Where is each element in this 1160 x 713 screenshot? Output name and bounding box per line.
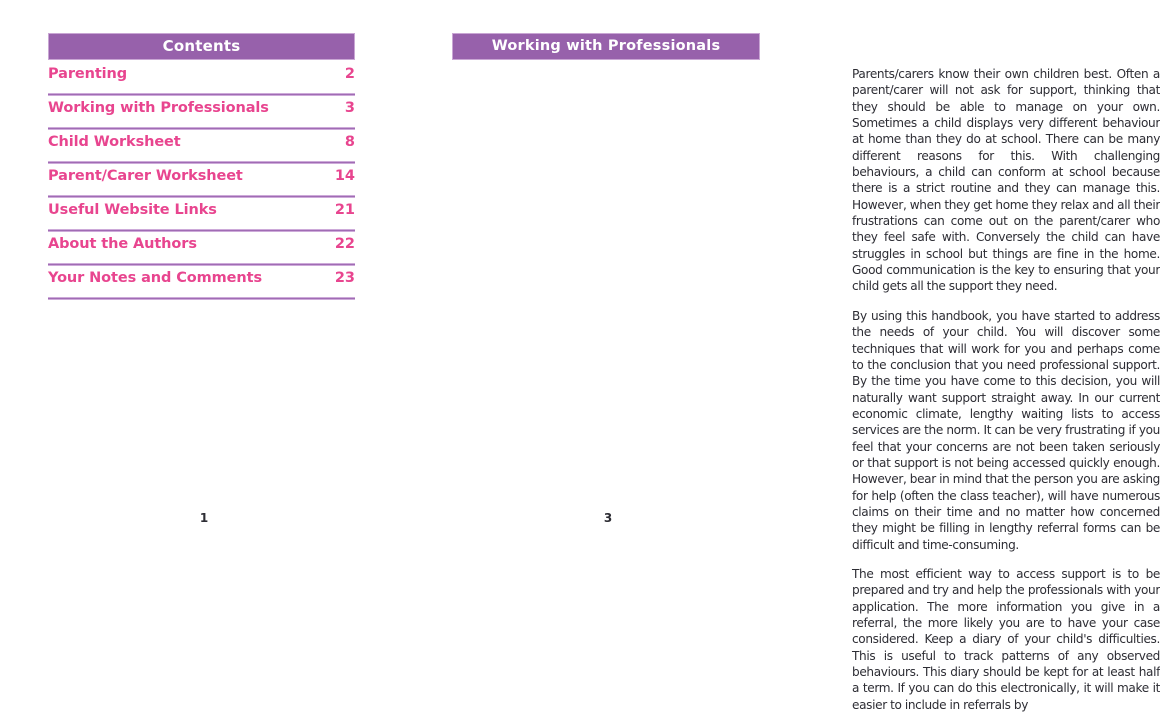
toc-entry-page-number: 14 [334, 168, 355, 184]
toc-entry[interactable] [48, 96, 355, 127]
toc-entry-label: Parent/Carer Worksheet [48, 168, 243, 184]
toc-entry[interactable] [48, 232, 355, 263]
toc-entry-page-number: 8 [344, 134, 355, 150]
contents-banner [48, 33, 355, 60]
chapter-banner-title: Working with Professionals [491, 38, 721, 55]
contents-banner-title: Contents [162, 37, 241, 55]
chapter-body [852, 66, 1160, 713]
toc-entry-label: Working with Professionals [48, 100, 269, 116]
right-page-folio: 3 [603, 511, 613, 525]
toc-entry[interactable] [48, 198, 355, 229]
toc-entry-label: Parenting [48, 66, 128, 82]
toc-entry-page-number: 21 [334, 202, 355, 218]
right-page [400, 0, 1160, 712]
toc-entry-label: Child Worksheet [48, 134, 181, 150]
body-paragraph: By using this handbook, you have started to address the needs of your child. You will discover some techniques that will work for you and perhaps come to the conclusion that you need professional support. By the time you have come to this decision, you will naturally want support straight away. In our current economic climate, lengthy waiting lists to access services are the norm. It can be very frustrating if you feel that your concerns are not been taken seriously or that support is not being accessed quickly enough. However, bear in mind that the person you are asking for help (often the class teacher), will have numerous claims on their time and no matter how concerned they might be filling in lengthy referral forms can be difficult and time-consuming. [852, 308, 1160, 552]
toc-entry-label: About the Authors [48, 236, 197, 252]
left-page [0, 0, 400, 564]
toc-entry-page-number: 22 [334, 236, 355, 252]
toc-entry-page-number: 2 [344, 66, 355, 82]
body-paragraph: The most efficient way to access support is to be prepared and try and help the professionals with your application. The more information you give in a referral, the more likely you are to have your case considered. Keep a diary of your child's difficulties. This is useful to track patterns of any observed behaviours. This diary should be kept for at least half a term. If you can do this electronically, it will make it easier to include in referrals by [852, 566, 1160, 712]
table-of-contents [48, 62, 355, 300]
left-page-folio: 1 [199, 511, 209, 525]
toc-entry-page-number: 3 [344, 100, 355, 116]
toc-entry[interactable] [48, 130, 355, 161]
toc-divider [48, 297, 355, 300]
toc-entry[interactable] [48, 62, 355, 93]
toc-entry-label: Your Notes and Comments [48, 270, 262, 286]
body-paragraph: Parents/carers know their own children best. Often a parent/carer will not ask for support, thinking that they should be able to manage on your own. Sometimes a child displays very different behaviour at home than they do at school. There can be many different reasons for this. With challenging behaviours, a child can conform at school because there is a strict routine and they can manage this. However, when they get home they relax and all their frustrations can come out on the parent/carer who they feel safe with. Conversely the child can have struggles in school but things are fine in the home. Good communication is the key to ensuring that your child gets all the support they need. [852, 67, 1160, 294]
toc-entry[interactable] [48, 266, 355, 297]
chapter-banner [452, 33, 760, 60]
toc-entry-page-number: 23 [334, 270, 355, 286]
toc-entry-label: Useful Website Links [48, 202, 217, 218]
toc-entry[interactable] [48, 164, 355, 195]
